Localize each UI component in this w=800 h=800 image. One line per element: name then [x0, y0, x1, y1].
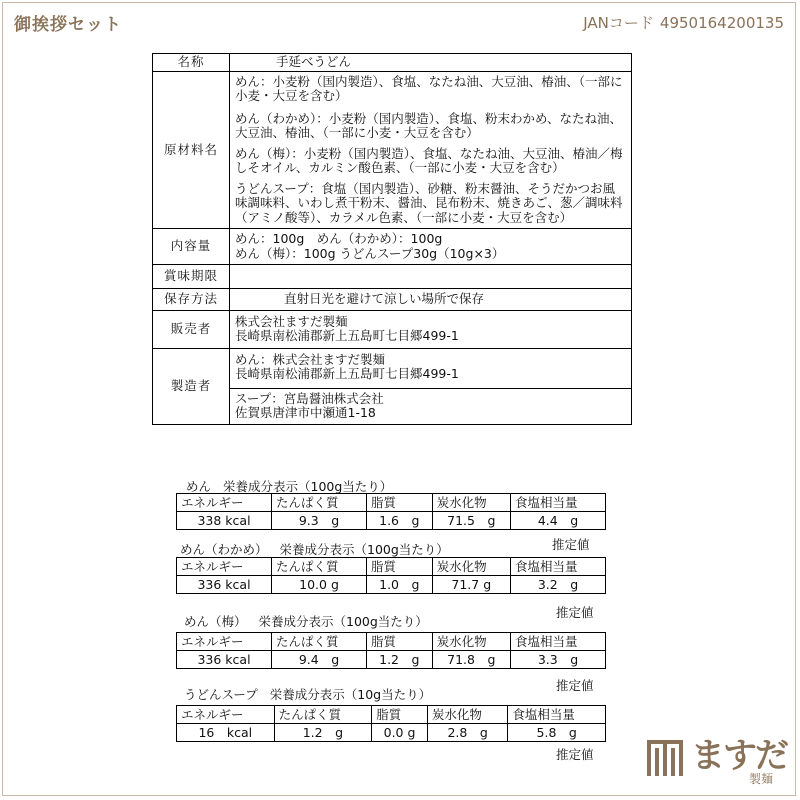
estimate-note: 推定値 — [556, 678, 594, 693]
nutrition-header-row — [177, 494, 606, 512]
product-info-table — [152, 53, 632, 425]
ingredient-item: めん：小麦粉（国内製造）、食塩、なたね油、大豆油、椿油、（一部に小麦・大豆を含む） — [235, 73, 623, 103]
header-protein: たんぱく質 — [272, 558, 367, 576]
header-fat: 脂質 — [372, 706, 428, 724]
estimate-note: 推定値 — [556, 605, 594, 620]
value-fat: 0.0 g — [372, 724, 428, 742]
header-energy: エネルギー — [177, 706, 275, 724]
estimate-note: 推定値 — [552, 537, 590, 552]
label-expiry: 賞味期限 — [153, 265, 230, 289]
header-carbs: 炭水化物 — [427, 706, 508, 724]
jan-code — [577, 12, 784, 33]
nutrition-product: めん — [186, 479, 212, 494]
nutrition-table — [176, 705, 606, 742]
nutrition-value-row — [177, 512, 606, 530]
value-carbs: 2.8 g — [427, 724, 508, 742]
nutrition-product: めん（わかめ） — [180, 542, 268, 557]
content-line: めん（梅）：100g うどんスープ30g（10g×3） — [235, 245, 505, 261]
row-maker — [153, 348, 632, 424]
header-protein: たんぱく質 — [272, 494, 367, 512]
nutrition-header-row — [177, 633, 606, 651]
nutrition-header-row — [177, 558, 606, 576]
value-energy: 336 kcal — [177, 576, 272, 594]
maker-soup-company: スープ：宮島醤油株式会社 — [235, 390, 384, 406]
brand-logo — [645, 728, 795, 790]
maker-soup-address: 佐賀県唐津市中瀬通1-18 — [235, 405, 376, 420]
header-salt: 食塩相当量 — [510, 558, 605, 576]
row-content — [153, 229, 632, 265]
nutrition-basis: 栄養成分表示（100g当たり） — [279, 542, 449, 557]
row-name — [153, 54, 632, 72]
value-salt: 4.4 g — [510, 512, 605, 530]
nutrition-title — [184, 612, 428, 630]
header-fat: 脂質 — [367, 633, 433, 651]
row-expiry — [153, 265, 632, 289]
value-maker — [230, 348, 632, 424]
maker-noodle — [235, 349, 626, 388]
header-energy: エネルギー — [177, 633, 272, 651]
value-protein: 9.3 g — [272, 512, 367, 530]
label-seller: 販売者 — [153, 310, 230, 348]
value-salt: 3.3 g — [510, 651, 605, 669]
value-expiry — [230, 265, 632, 289]
content-line: めん：100g めん（わかめ）：100g — [235, 231, 443, 246]
label-name: 名称 — [153, 54, 230, 72]
header-energy: エネルギー — [177, 558, 272, 576]
logo-mark-icon — [645, 738, 685, 776]
value-ingredients — [230, 71, 632, 229]
nutrition-basis: 栄養成分表示（100g当たり） — [223, 479, 393, 494]
seller-address: 長崎県南松浦郡新上五島町七目郷499-1 — [235, 328, 459, 343]
label-maker: 製造者 — [153, 348, 230, 424]
value-energy: 336 kcal — [177, 651, 272, 669]
nutrition-basis: 栄養成分表示（100g当たり） — [258, 614, 428, 629]
value-fat: 1.2 g — [367, 651, 433, 669]
nutrition-title — [184, 685, 431, 703]
nutrition-table — [176, 632, 606, 669]
header-protein: たんぱく質 — [272, 633, 367, 651]
maker-soup — [230, 388, 631, 424]
value-energy: 16 kcal — [177, 724, 275, 742]
value-content — [230, 229, 632, 265]
ingredient-item: めん（わかめ）：小麦粉（国内製造）、食塩、粉末わかめ、なたね油、大豆油、椿油、（一部に小麦・大豆を含む） — [235, 110, 623, 140]
page-title: 御挨拶セット — [14, 15, 122, 35]
value-seller — [230, 310, 632, 348]
maker-noodle-company: めん：株式会社ますだ製麺 — [235, 351, 386, 367]
header-protein: たんぱく質 — [274, 706, 372, 724]
nutrition-header-row — [177, 706, 606, 724]
header-fat: 脂質 — [367, 558, 433, 576]
value-name: 手延べうどん — [230, 54, 632, 72]
nutrition-value-row — [177, 724, 606, 742]
nutrition-basis: 栄養成分表示（10g当たり） — [269, 687, 432, 702]
nutrition-title — [180, 540, 449, 558]
row-seller — [153, 310, 632, 348]
logo-sub-text: 製麺 — [749, 772, 774, 786]
nutrition-value-row — [177, 576, 606, 594]
row-ingredients — [153, 71, 632, 229]
estimate-note: 推定値 — [556, 747, 594, 762]
value-salt: 5.8 g — [508, 724, 606, 742]
header-energy: エネルギー — [177, 494, 272, 512]
value-fat: 1.0 g — [367, 576, 433, 594]
nutrition-value-row — [177, 651, 606, 669]
seller-company: 株式会社ますだ製麺 — [235, 313, 348, 329]
nutrition-product: めん（梅） — [184, 614, 247, 629]
value-protein: 9.4 g — [272, 651, 367, 669]
header-salt: 食塩相当量 — [510, 633, 605, 651]
ingredient-item: めん（梅）：小麦粉（国内製造）、食塩、なたね油、大豆油、椿油／梅しそオイル、カルミン酸色素、（一部に小麦・大豆を含む） — [235, 145, 623, 175]
header-carbs: 炭水化物 — [432, 633, 510, 651]
label-ingredients: 原材料名 — [153, 71, 230, 229]
logo-brand-text: ますだ — [691, 736, 787, 776]
jan-label: JANコード — [583, 14, 654, 32]
ingredient-item: うどんスープ：食塩（国内製造）、砂糖、粉末醤油、そうだかつお風味調味料、いわし煮干粉末、醤油、昆布粉末、焼きあご、葱／調味料（アミノ酸等）、カラメル色素、（一部に小麦・大豆を含む） — [235, 180, 623, 225]
label-storage: 保存方法 — [153, 289, 230, 311]
nutrition-table — [176, 493, 606, 530]
maker-noodle-address: 長崎県南松浦郡新上五島町七目郷499-1 — [235, 366, 459, 381]
value-protein: 1.2 g — [274, 724, 372, 742]
label-content: 内容量 — [153, 229, 230, 265]
value-storage: 直射日光を避けて涼しい場所で保存 — [230, 289, 632, 311]
value-fat: 1.6 g — [367, 512, 433, 530]
value-carbs: 71.8 g — [432, 651, 510, 669]
header-carbs: 炭水化物 — [432, 558, 510, 576]
value-carbs: 71.7 g — [432, 576, 510, 594]
nutrition-product: うどんスープ — [184, 687, 258, 702]
header-fat: 脂質 — [367, 494, 433, 512]
value-energy: 338 kcal — [177, 512, 272, 530]
value-carbs: 71.5 g — [432, 512, 510, 530]
header-salt: 食塩相当量 — [510, 494, 605, 512]
jan-number: 4950164200135 — [659, 14, 784, 32]
header-salt: 食塩相当量 — [508, 706, 606, 724]
header-carbs: 炭水化物 — [432, 494, 510, 512]
nutrition-table — [176, 557, 606, 594]
row-storage — [153, 289, 632, 311]
value-salt: 3.2 g — [510, 576, 605, 594]
value-protein: 10.0 g — [272, 576, 367, 594]
